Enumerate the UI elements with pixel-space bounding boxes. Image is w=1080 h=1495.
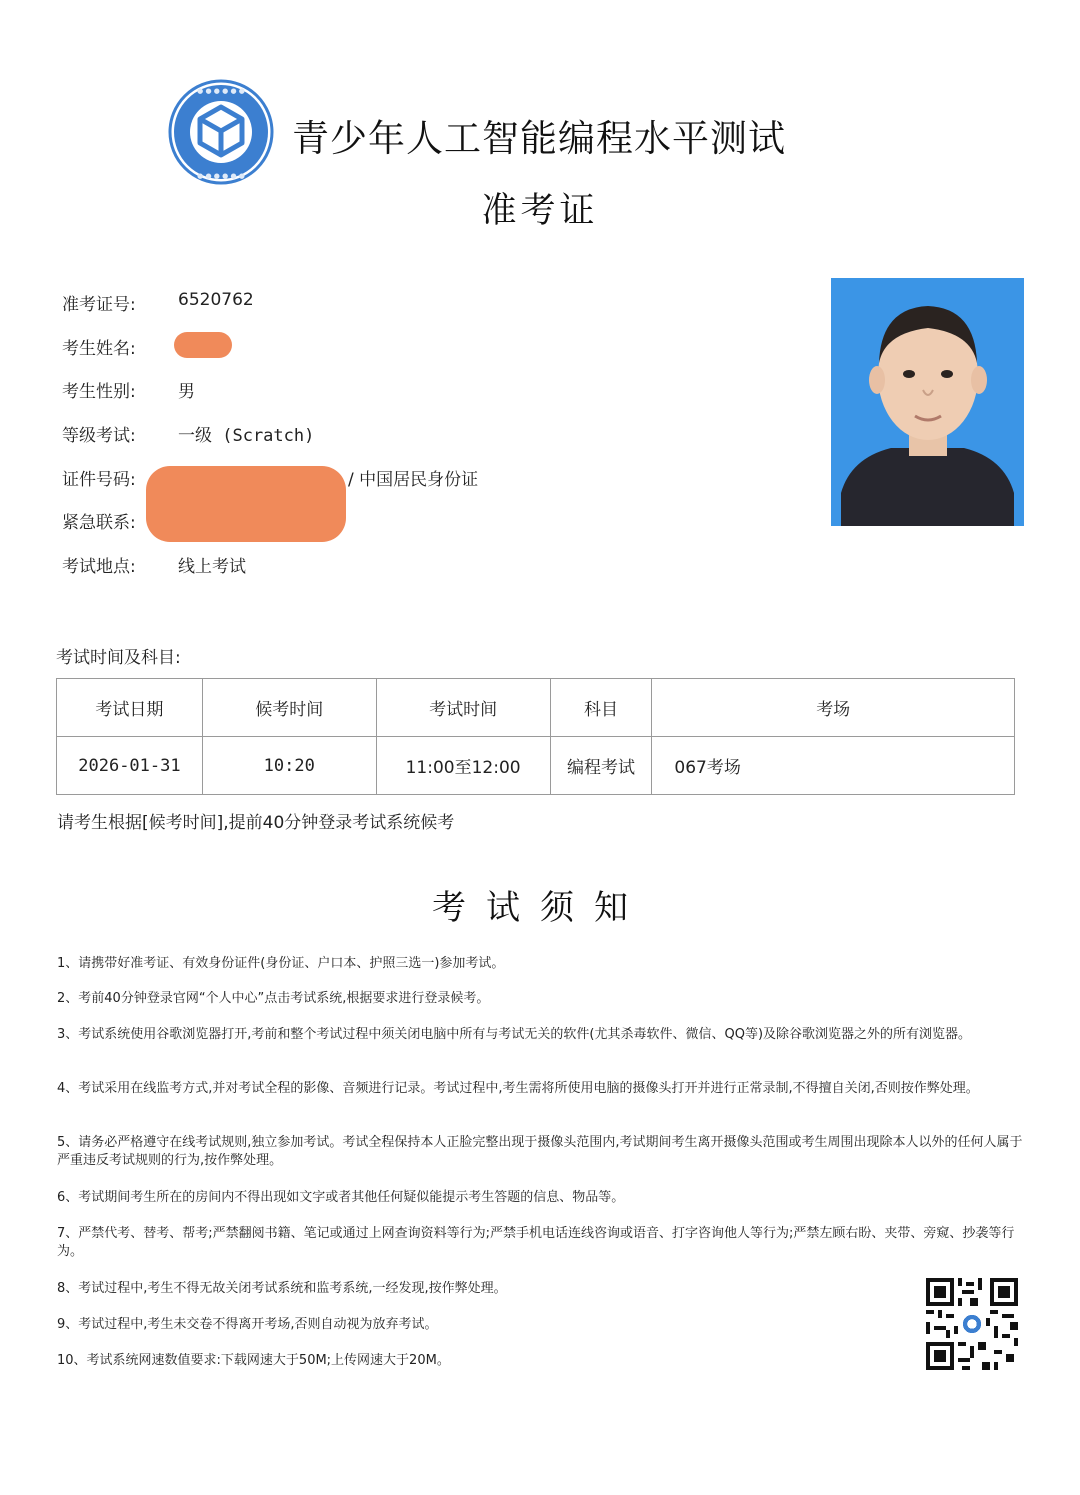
list-item: 6、考试期间考生所在的房间内不得出现如文字或者其他任何疑似能提示考生答题的信息、物品等。	[57, 1190, 625, 1205]
field-label-exam-level: 等级考试:	[62, 426, 136, 446]
field-label-id-number: 证件号码:	[62, 470, 136, 490]
table-header-row	[57, 679, 1015, 737]
schedule-heading: 考试时间及科目:	[56, 648, 181, 668]
field-value-id-type: / 中国居民身份证	[348, 470, 479, 490]
column-header-waiting-time: 候考时间	[202, 679, 376, 737]
field-value-ticket-number: 6520762	[178, 290, 254, 310]
list-item: 7、严禁代考、替考、帮考;严禁翻阅书籍、笔记或通过上网查询资料等行为;严禁手机电话连线咨询或语音、打字咨询他人等行为;严禁左顾右盼、夹带、旁窥、抄袭等行为。	[57, 1226, 1015, 1259]
field-label-gender: 考生性别:	[62, 382, 136, 402]
list-item: 2、考前40分钟登录官网“个人中心”点击考试系统,根据要求进行登录候考。	[57, 991, 490, 1006]
redaction-mark	[146, 466, 346, 542]
list-item: 5、请务必严格遵守在线考试规则,独立参加考试。考试全程保持本人正脸完整出现于摄像头范围内,考试期间考生离开摄像头范围或考生周围出现除本人以外的任何人属于严重违反考试规则的行为,按作弊处理。	[57, 1135, 1023, 1168]
candidate-photo	[831, 278, 1024, 526]
list-item: 9、考试过程中,考生未交卷不得离开考场,否则自动视为放弃考试。	[57, 1317, 438, 1332]
column-header-exam-date: 考试日期	[57, 679, 203, 737]
cell-waiting-time: 10:20	[202, 737, 376, 795]
cell-venue: 067考场	[652, 737, 1015, 795]
column-header-venue: 考场	[652, 679, 1015, 737]
schedule-note: 请考生根据[候考时间],提前40分钟登录考试系统候考	[57, 813, 455, 833]
svg-text:● ● ● ● ● ●: ● ● ● ● ● ●	[197, 87, 245, 95]
field-value-exam-location: 线上考试	[178, 557, 246, 577]
field-label-name: 考生姓名:	[62, 339, 136, 359]
column-header-exam-time: 考试时间	[376, 679, 550, 737]
notice-title: 考试须知	[432, 888, 648, 928]
field-label-exam-location: 考试地点:	[62, 557, 136, 577]
field-label-ticket-number: 准考证号:	[62, 295, 136, 315]
org-logo-icon	[168, 79, 274, 185]
schedule-table	[56, 678, 1015, 795]
cell-exam-time: 11:00至12:00	[376, 737, 550, 795]
cell-subject: 编程考试	[550, 737, 652, 795]
list-item: 10、考试系统网速数值要求:下载网速大于50M;上传网速大于20M。	[57, 1353, 450, 1368]
qr-code-icon[interactable]	[926, 1278, 1018, 1370]
list-item: 8、考试过程中,考生不得无故关闭考试系统和监考系统,一经发现,按作弊处理。	[57, 1281, 507, 1296]
document-subtitle: 准考证	[481, 191, 599, 231]
field-value-gender: 男	[178, 382, 195, 402]
page-title: 青少年人工智能编程水平测试	[292, 117, 786, 160]
list-item: 3、考试系统使用谷歌浏览器打开,考前和整个考试过程中须关闭电脑中所有与考试无关的软件(尤其杀毒软件、微信、QQ等)及除谷歌浏览器之外的所有浏览器。	[57, 1027, 972, 1042]
field-value-exam-level: 一级 (Scratch)	[178, 426, 315, 446]
svg-text:● ● ● ● ● ●: ● ● ● ● ● ●	[197, 172, 245, 180]
column-header-subject: 科目	[550, 679, 652, 737]
list-item: 1、请携带好准考证、有效身份证件(身份证、户口本、护照三选一)参加考试。	[57, 956, 505, 971]
table-row	[57, 737, 1015, 795]
field-label-emergency-contact: 紧急联系:	[62, 513, 136, 533]
cell-exam-date: 2026-01-31	[57, 737, 203, 795]
redaction-mark	[174, 332, 232, 358]
list-item: 4、考试采用在线监考方式,并对考试全程的影像、音频进行记录。考试过程中,考生需将所使用电脑的摄像头打开并进行正常录制,不得擅自关闭,否则按作弊处理。	[57, 1081, 979, 1096]
